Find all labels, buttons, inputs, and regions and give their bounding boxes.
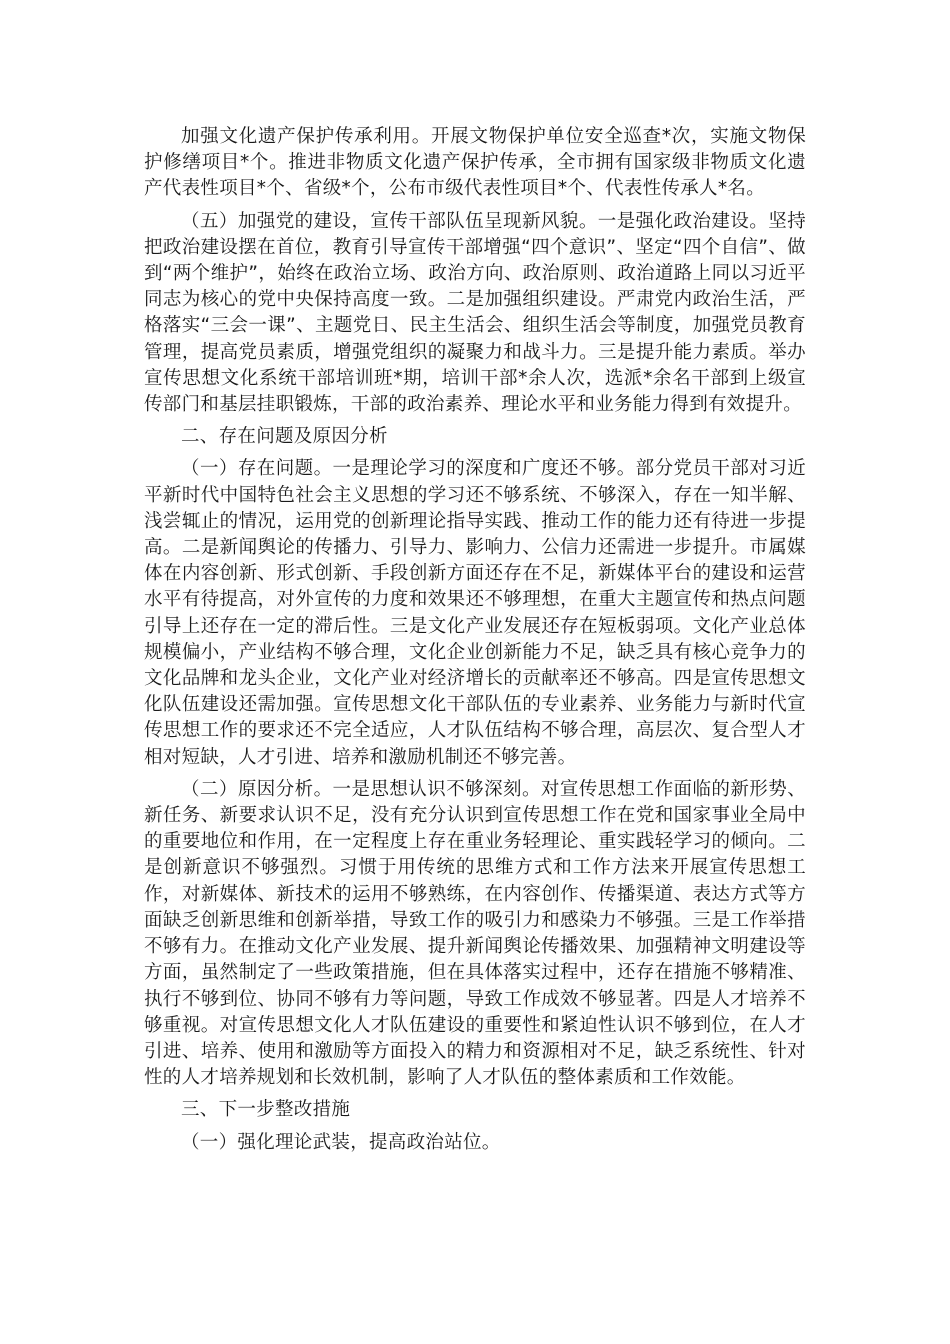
section-heading-problems: 二、存在问题及原因分析 <box>181 426 388 448</box>
subheading-theory-armament: （一）强化理论武装，提高政治站位。 <box>181 1131 501 1153</box>
paragraph-party-building: （五）加强党的建设，宣传干部队伍呈现新风貌。一是强化政治建设。坚持把政治建设摆在首位，教育引导宣传干部增强“四个意识”、坚定“四个自信”、做到“两个维护”，始终在政治立场、政治方向、政治原则、政治道路上同以习近平同志为核心的党中央保持高度一致。二是加强组织建设。严肃党内政治生活，严格落实“三会一课”、主题党日、民主生活会、组织生活会等制度，加强党员教育管理，提高党员素质，增强党组织的凝聚力和战斗力。三是提升能力素质。举办宣传思想文化系统干部培训班*期，培训干部*余人次，选派*余名干部到上级宣传部门和基层挂职锻炼，干部的政治素养、理论水平和业务能力得到有效提升。 <box>144 210 806 416</box>
paragraph-cause-analysis: （二）原因分析。一是思想认识不够深刻。对宣传思想工作面临的新形势、新任务、新要求认识不足，没有充分认识到宣传思想工作在党和国家事业全局中的重要地位和作用，在一定程度上存在重业务轻理论、重实践轻学习的倾向。二是创新意识不够强烈。习惯于用传统的思维方式和工作方法来开展宣传思想工作，对新媒体、新技术的运用不够熟练，在内容创作、传播渠道、表达方式等方面缺乏创新思维和创新举措，导致工作的吸引力和感染力不够强。三是工作举措不够有力。在推动文化产业发展、提升新闻舆论传播效果、加强精神文明建设等方面，虽然制定了一些政策措施，但在具体落实过程中，还存在措施不够精准、执行不够到位、协同不够有力等问题，导致工作成效不够显著。四是人才培养不够重视。对宣传思想文化人才队伍建设的重要性和紧迫性认识不够到位，在人才引进、培养、使用和激励等方面投入的精力和资源相对不足，缺乏系统性、针对性的人才培养规划和长效机制，影响了人才队伍的整体素质和工作效能。 <box>144 778 806 1089</box>
section-heading-next-steps: 三、下一步整改措施 <box>181 1099 351 1121</box>
paragraph-heritage-protection: 加强文化遗产保护传承利用。开展文物保护单位安全巡查*次，实施文物保护修缮项目*个。推进非物质文化遗产保护传承，全市拥有国家级非物质文化遗产代表性项目*个、省级*个，公布市级代表性项目*个、代表性传承人*名。 <box>144 126 806 200</box>
paragraph-existing-problems: （一）存在问题。一是理论学习的深度和广度还不够。部分党员干部对习近平新时代中国特色社会主义思想的学习还不够系统、不够深入，存在一知半解、浅尝辄止的情况，运用党的创新理论指导实践、推动工作的能力还有待进一步提高。二是新闻舆论的传播力、引导力、影响力、公信力还需进一步提升。市属媒体在内容创新、形式创新、手段创新方面还存在不足，新媒体平台的建设和运营水平有待提高，对外宣传的力度和效果还不够理想，在重大主题宣传和热点问题引导上还存在一定的滞后性。三是文化产业发展还存在短板弱项。文化产业总体规模偏小，产业结构不够合理，文化企业创新能力不足，缺乏具有核心竞争力的文化品牌和龙头企业，文化产业对经济增长的贡献率还不够高。四是宣传思想文化队伍建设还需加强。宣传思想文化干部队伍的专业素养、业务能力与新时代宣传思想工作的要求还不完全适应，人才队伍结构不够合理，高层次、复合型人才相对短缺，人才引进、培养和激励机制还不够完善。 <box>144 458 806 768</box>
document-page <box>144 124 806 1162</box>
